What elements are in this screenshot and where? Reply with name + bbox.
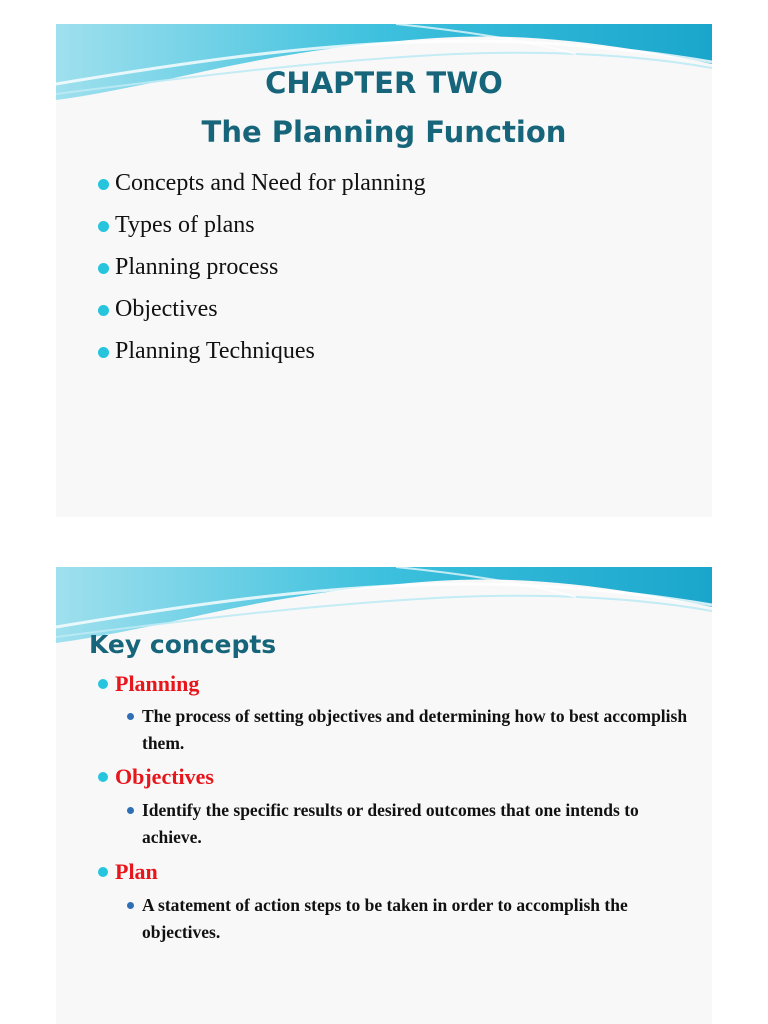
list-item: Planning Techniques [98,336,426,378]
bullet-icon [98,179,109,190]
bullet-icon [98,772,108,782]
definition-plan: A statement of action steps to be taken in order to accomplish the objectives. [127,892,702,946]
topic-list [98,168,426,378]
sub-bullet-icon [127,807,134,814]
sub-bullet-icon [127,902,134,909]
sub-bullet-icon [127,713,134,720]
list-item: Planning process [98,252,426,294]
bullet-icon [98,263,109,274]
term-objectives: Objectives [98,764,214,790]
definition-planning: The process of setting objectives and determining how to best accomplish them. [127,703,702,757]
bullet-icon [98,221,109,232]
bullet-icon [98,679,108,689]
slide-1 [56,24,712,517]
section-heading: Key concepts [89,630,277,659]
list-item: Concepts and Need for planning [98,168,426,210]
list-item: Objectives [98,294,426,336]
slide-2 [56,567,712,1024]
term-plan: Plan [98,859,158,885]
definition-objectives: Identify the specific results or desired outcomes that one intends to achieve. [127,797,702,851]
chapter-title: CHAPTER TWO [265,66,503,100]
bullet-icon [98,867,108,877]
list-item: Types of plans [98,210,426,252]
bullet-icon [98,305,109,316]
term-planning: Planning [98,671,199,697]
chapter-subtitle: The Planning Function [201,115,567,149]
bullet-icon [98,347,109,358]
